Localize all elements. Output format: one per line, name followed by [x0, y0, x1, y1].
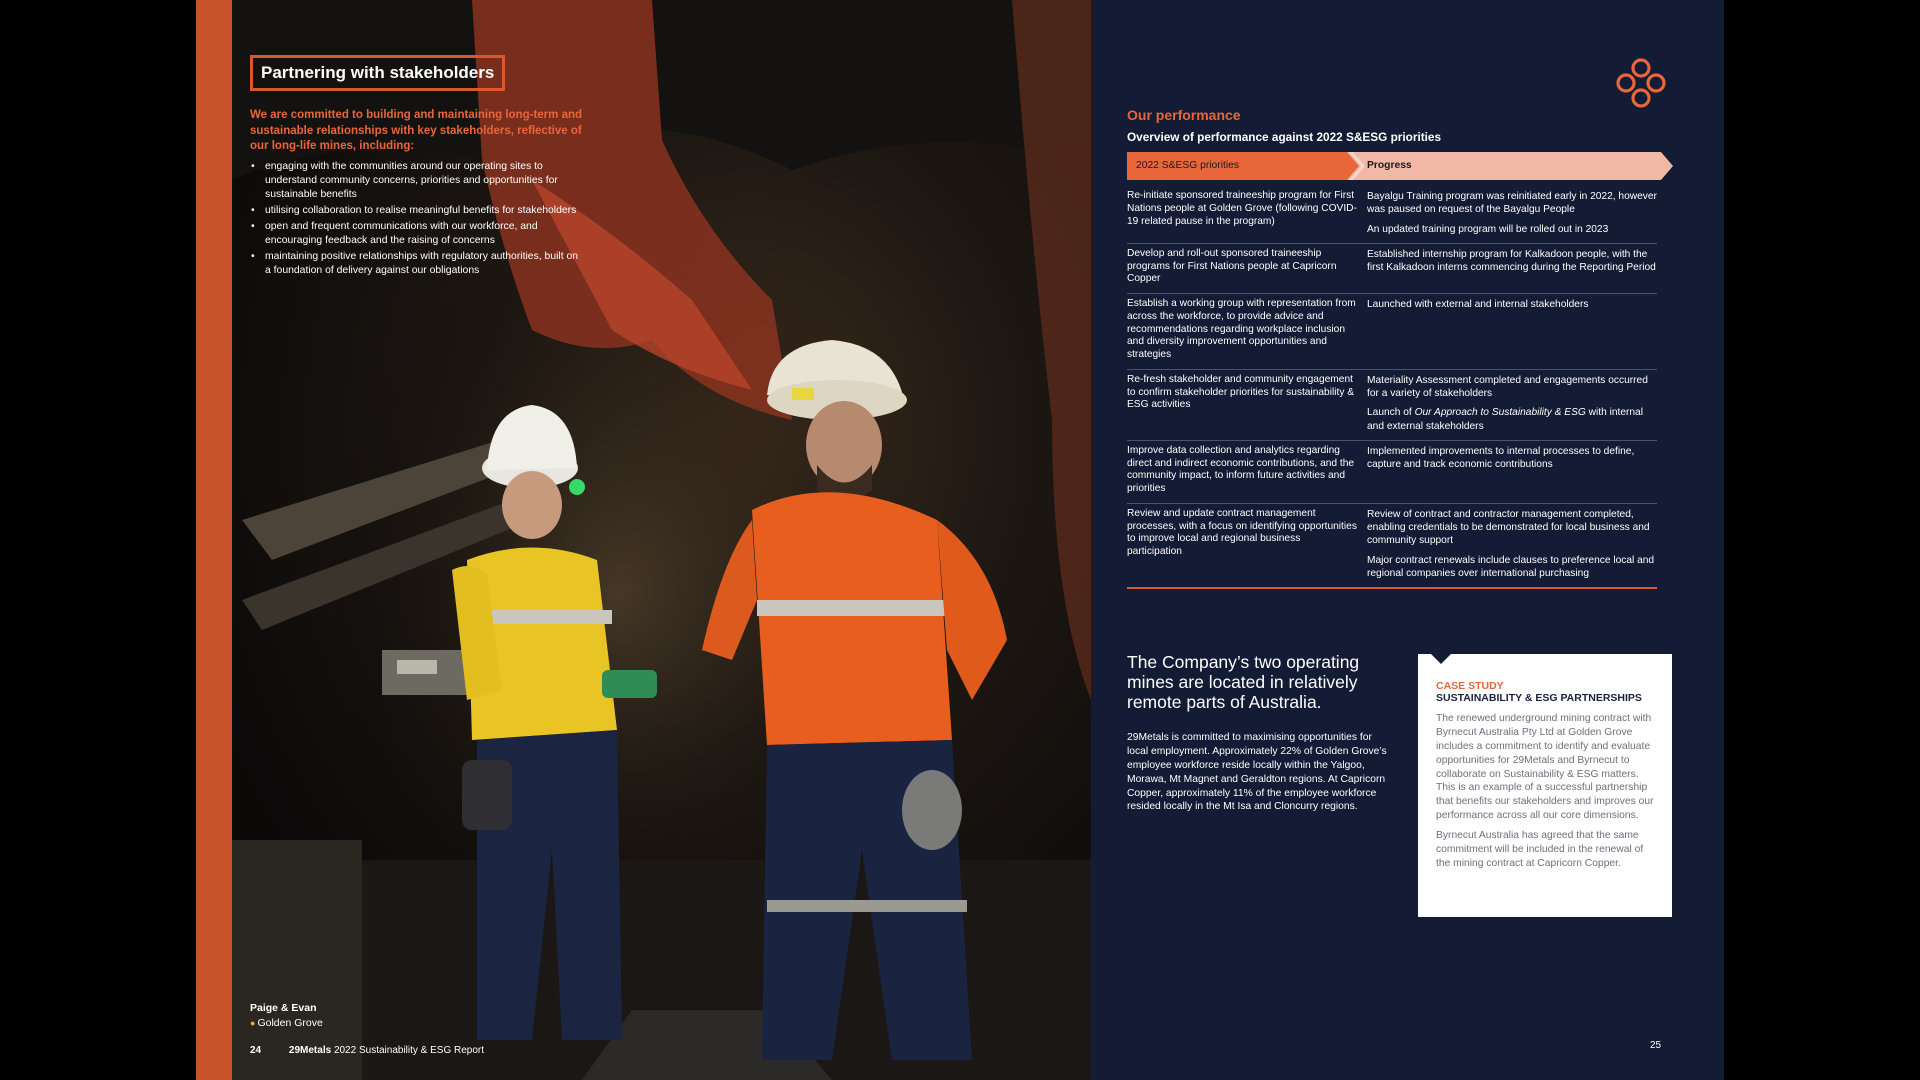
progress-cell — [1367, 248, 1657, 286]
intro-paragraph: We are committed to building and maintaining long-term and sustainable relationships with key stakeholders, reflective of our long-life mines, including: — [250, 109, 583, 153]
case-study-box — [1418, 654, 1672, 917]
column-header-progress: Progress — [1367, 160, 1412, 171]
performance-subheading: Overview of performance against 2022 S&ESG priorities — [1127, 130, 1442, 144]
progress-text: Review of contract and contractor management completed, enabling credentials to be demonstrated for local business and community support — [1367, 508, 1650, 547]
progress-text: Major contract renewals include clauses to preference local and regional companies over international purchasing — [1367, 554, 1655, 579]
case-study-notch — [1430, 653, 1452, 664]
company-logo-icon — [1615, 57, 1667, 109]
case-study-text: Byrnecut Australia has agreed that the same commitment will be included in the renewal of the mining contract at Capricorn Copper. — [1436, 830, 1644, 869]
priority-cell: Re-initiate sponsored traineeship program for First Nations people at Golden Grove (following COVID-19 related pause in the program) — [1127, 190, 1357, 227]
progress-text: Bayalgu Training program was reinitiated early in 2022, however was paused on request of the Bayalgu People — [1367, 191, 1657, 216]
footer-report-title: 2022 Sustainability & ESG Report — [333, 1045, 485, 1056]
caption-location-text: Golden Grove — [257, 1016, 323, 1029]
progress-text — [1367, 406, 1657, 433]
progress-text-italic: Our Approach to Sustainability & ESG — [1414, 407, 1586, 419]
progress-cell — [1367, 190, 1657, 236]
progress-cell — [1367, 445, 1657, 496]
progress-cell — [1367, 298, 1657, 362]
list-item: • utilising collaboration to realise meaningful benefits for stakeholders — [250, 204, 580, 218]
progress-text: An updated training program will be rolled out in 2023 — [1367, 223, 1609, 235]
photo-caption — [250, 1001, 323, 1030]
table-row — [1127, 504, 1657, 589]
performance-table — [1127, 186, 1657, 589]
progress-text: Materiality Assessment completed and engagements occurred for a variety of stakeholders — [1367, 374, 1648, 399]
commitments-list — [250, 160, 580, 280]
page-number-right: 25 — [1650, 1040, 1662, 1051]
progress-cell — [1367, 508, 1657, 580]
table-row — [1127, 370, 1657, 441]
left-page — [196, 0, 1091, 1080]
case-study-text: The renewed underground mining contract with Byrnecut Australia Pty Ltd at Golden Grove includes a commitment to identify and evaluate opportunities for 29Metals and Byrnecut to collaborate on Sustainability & ESG matters. This is an example of a successful partnership that benefits our stakeholders and improves our performance across all our core dimensions. — [1436, 713, 1654, 822]
table-row — [1127, 186, 1657, 244]
progress-cell — [1367, 374, 1657, 433]
case-study-title: SUSTAINABILITY & ESG PARTNERSHIPS — [1436, 692, 1642, 704]
caption-location — [250, 1016, 323, 1031]
performance-heading: Our performance — [1127, 107, 1241, 123]
table-row — [1127, 441, 1657, 504]
case-study-label: CASE STUDY — [1436, 680, 1504, 692]
footer-brand: 29Metals — [288, 1045, 332, 1056]
column-header-priorities: 2022 S&ESG priorities — [1136, 160, 1240, 171]
caption-names: Paige & Evan — [250, 1002, 317, 1014]
progress-text: Implemented improvements to internal processes to define, capture and track economic contributions — [1367, 445, 1635, 470]
right-page — [1091, 0, 1724, 1080]
progress-text: Launched with external and internal stakeholders — [1367, 299, 1589, 310]
progress-text: Established internship program for Kalkadoon people, with the first Kalkadoon interns commencing during the Reporting Period — [1367, 248, 1656, 273]
table-row — [1127, 244, 1657, 294]
report-spread — [196, 0, 1724, 1080]
section-title: Partnering with stakeholders — [250, 55, 505, 91]
table-row — [1127, 294, 1657, 370]
list-item: • engaging with the communities around our operating sites to understand community concerns, priorities and opportunities for sustainable benefits — [250, 160, 580, 202]
priority-cell: Review and update contract management processes, with a focus on identifying opportunities to improve local and regional business participation — [1127, 507, 1357, 557]
footer-left — [250, 1045, 484, 1056]
progress-text-after: with internal and external stakeholders — [1367, 407, 1643, 432]
orange-side-strip — [196, 0, 232, 1080]
priority-cell: Develop and roll-out sponsored traineeship programs for First Nations people at Capricorn Copper — [1127, 247, 1337, 285]
list-item: • maintaining positive relationships with regulatory authorities, built on a foundation of delivery against our obligations — [250, 250, 580, 278]
body-paragraph: 29Metals is committed to maximising opportunities for local employment. Approximately 22% of Golden Grove’s employee workforce reside locally within the Yalgoo, Morawa, Mt Magnet and Geraldton regions. At Capricorn Copper, approximately 11% of the employee workforce resided locally in the Mt Isa and Cloncurry regions. — [1127, 732, 1387, 813]
location-pin-icon: ● — [250, 1017, 256, 1028]
page-number-left: 24 — [250, 1045, 262, 1056]
list-item: • open and frequent communications with our workforce, and encouraging feedback and the raising of concerns — [250, 220, 580, 248]
priority-cell: Establish a working group with representation from across the workforce, to provide advice and recommendations regarding workplace inclusion and diversity improvement opportunities and strategies — [1127, 298, 1356, 360]
priority-cell: Re-fresh stakeholder and community engagement to confirm stakeholder priorities for sustainability & ESG activities — [1127, 373, 1355, 411]
table-header — [1127, 152, 1673, 180]
progress-text-before: Launch of — [1367, 407, 1415, 419]
pull-quote: The Company’s two operating mines are located in relatively remote parts of Australia. — [1127, 652, 1360, 713]
priority-cell: Improve data collection and analytics regarding direct and indirect economic contributions, and the community impact, to inform future activities and priorities — [1127, 444, 1355, 494]
